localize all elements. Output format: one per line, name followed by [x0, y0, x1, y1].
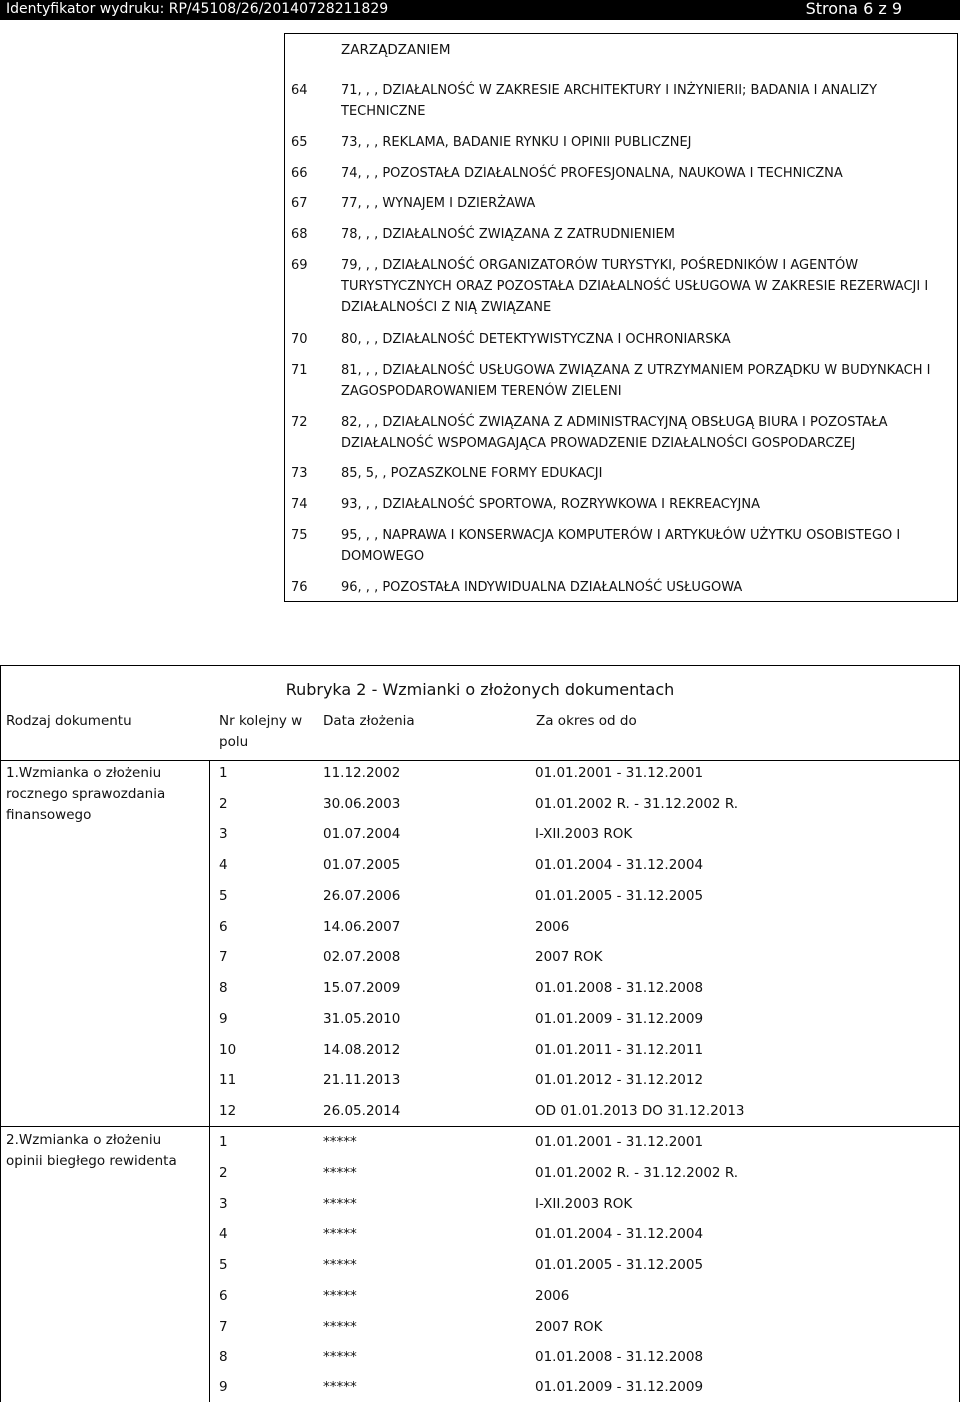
- table-row: [219, 1009, 919, 1030]
- cell-date: 14.06.2007: [323, 919, 401, 935]
- table-row: [219, 794, 919, 815]
- table-row: [219, 1347, 919, 1368]
- cell-nr: 4: [219, 857, 228, 873]
- pkd-activity-section: [284, 33, 958, 602]
- cell-nr: 4: [219, 1226, 228, 1242]
- page-number: Strona 6 z 9: [805, 0, 902, 18]
- cell-nr: 2: [219, 1165, 228, 1181]
- cell-nr: 8: [219, 980, 228, 996]
- group-divider: [1, 760, 959, 761]
- table-row: [219, 917, 919, 938]
- print-identifier: Identyfikator wydruku: RP/45108/26/20140728211829: [6, 1, 389, 17]
- cell-date: *****: [323, 1288, 357, 1304]
- cell-date: 26.07.2006: [323, 888, 401, 904]
- cell-date: 31.05.2010: [323, 1011, 401, 1027]
- table-row: [219, 1255, 919, 1276]
- cell-period: 01.01.2001 - 31.12.2001: [535, 1134, 704, 1150]
- header-date: Data złożenia: [323, 713, 415, 729]
- activity-text: 71, , , DZIAŁALNOŚĆ W ZAKRESIE ARCHITEKTURY I INŻYNIERII; BADANIA I ANALIZY TECHNICZNE: [341, 83, 878, 119]
- cell-nr: 5: [219, 888, 228, 904]
- cell-nr: 8: [219, 1349, 228, 1365]
- row-number: 64: [291, 83, 308, 98]
- cell-date: 21.11.2013: [323, 1072, 401, 1088]
- print-header: [0, 0, 960, 20]
- table-row: [219, 1286, 919, 1307]
- row-number: 74: [291, 497, 308, 512]
- table-row: [219, 1040, 919, 1061]
- activity-text: 82, , , DZIAŁALNOŚĆ ZWIĄZANA Z ADMINISTRACYJNĄ OBSŁUGĄ BIURA I POZOSTAŁA DZIAŁALNOŚĆ WSPOMAGAJĄCA PROWADZENIE DZIAŁALNOŚCI GOSPODARCZEJ: [341, 415, 888, 451]
- row-number: 70: [291, 332, 308, 347]
- table-row: [219, 978, 919, 999]
- cell-date: 11.12.2002: [323, 765, 401, 781]
- cell-date: 01.07.2005: [323, 857, 401, 873]
- cell-period: 01.01.2008 - 31.12.2008: [535, 980, 704, 996]
- row-number: 73: [291, 466, 308, 481]
- row-number: 68: [291, 227, 308, 242]
- table-row: [219, 947, 919, 968]
- cell-date: *****: [323, 1196, 357, 1212]
- cell-period: 2007 ROK: [535, 1319, 603, 1335]
- cell-date: 26.05.2014: [323, 1103, 401, 1119]
- header-doc-type: Rodzaj dokumentu: [6, 713, 132, 729]
- cell-date: 15.07.2009: [323, 980, 401, 996]
- activity-text: 95, , , NAPRAWA I KONSERWACJA KOMPUTERÓW I ARTYKUŁÓW UŻYTKU OSOBISTEGO I DOMOWEGO: [341, 528, 901, 564]
- table-row: [219, 855, 919, 876]
- table-row: [219, 1163, 919, 1184]
- row-number: 76: [291, 580, 308, 595]
- activity-text: 78, , , DZIAŁALNOŚĆ ZWIĄZANA Z ZATRUDNIENIEM: [341, 227, 675, 242]
- cell-period: 01.01.2001 - 31.12.2001: [535, 765, 704, 781]
- cell-period: 2007 ROK: [535, 949, 603, 965]
- activity-text: 77, , , WYNAJEM I DZIERŻAWA: [341, 196, 536, 211]
- activity-text: 80, , , DZIAŁALNOŚĆ DETEKTYWISTYCZNA I OCHRONIARSKA: [341, 332, 731, 347]
- row-number: 72: [291, 415, 308, 430]
- section-title: Rubryka 2 - Wzmianki o złożonych dokumentach: [285, 680, 675, 699]
- cell-date: *****: [323, 1226, 357, 1242]
- table-row: [219, 763, 919, 784]
- table-row: [219, 1224, 919, 1245]
- doc-type-label: 2.Wzmianka o złożeniu opinii biegłego rewidenta: [6, 1132, 177, 1169]
- cell-period: 01.01.2004 - 31.12.2004: [535, 1226, 704, 1242]
- cell-nr: 6: [219, 919, 228, 935]
- table-row: [219, 886, 919, 907]
- activity-text: 79, , , DZIAŁALNOŚĆ ORGANIZATORÓW TURYSTYKI, POŚREDNIKÓW I AGENTÓW TURYSTYCZNYCH ORAZ POZOSTAŁA DZIAŁALNOŚĆ USŁUGOWA W ZAKRESIE REZERWACJI I DZIAŁALNOŚCI Z NIĄ ZWIĄZANE: [341, 258, 929, 315]
- cell-period: 01.01.2002 R. - 31.12.2002 R.: [535, 796, 739, 812]
- cell-nr: 10: [219, 1042, 237, 1058]
- cell-period: 01.01.2009 - 31.12.2009: [535, 1379, 704, 1395]
- cell-period: 01.01.2012 - 31.12.2012: [535, 1072, 704, 1088]
- group-divider: [1, 1126, 959, 1127]
- cell-nr: 6: [219, 1288, 228, 1304]
- cell-nr: 1: [219, 765, 228, 781]
- row-number: 67: [291, 196, 308, 211]
- cell-nr: 12: [219, 1103, 237, 1119]
- cell-date: *****: [323, 1319, 357, 1335]
- activity-text: 73, , , REKLAMA, BADANIE RYNKU I OPINII PUBLICZNEJ: [341, 135, 692, 150]
- table-row: [219, 1377, 919, 1398]
- row-number: 69: [291, 258, 308, 273]
- cell-nr: 3: [219, 826, 228, 842]
- cell-nr: 7: [219, 949, 228, 965]
- header-nr: Nr kolejny w polu: [219, 713, 303, 750]
- cell-date: 02.07.2008: [323, 949, 401, 965]
- header-period: Za okres od do: [536, 713, 637, 729]
- row-number: 66: [291, 166, 308, 181]
- row-number: 75: [291, 528, 308, 543]
- activity-text: 96, , , POZOSTAŁA INDYWIDUALNA DZIAŁALNOŚĆ USŁUGOWA: [341, 580, 743, 595]
- cell-period: 01.01.2011 - 31.12.2011: [535, 1042, 704, 1058]
- cell-period: 01.01.2004 - 31.12.2004: [535, 857, 704, 873]
- cell-period: OD 01.01.2013 DO 31.12.2013: [535, 1103, 745, 1119]
- cell-period: 01.01.2009 - 31.12.2009: [535, 1011, 704, 1027]
- cell-date: *****: [323, 1134, 357, 1150]
- activity-text: 81, , , DZIAŁALNOŚĆ USŁUGOWA ZWIĄZANA Z UTRZYMANIEM PORZĄDKU W BUDYNKACH I ZAGOSPODAROWANIEM TERENÓW ZIELENI: [341, 363, 931, 399]
- activity-text: 74, , , POZOSTAŁA DZIAŁALNOŚĆ PROFESJONALNA, NAUKOWA I TECHNICZNA: [341, 166, 843, 181]
- documents-section: [0, 665, 960, 1402]
- table-row: [219, 1132, 919, 1153]
- row-number: 71: [291, 363, 308, 378]
- cell-nr: 11: [219, 1072, 237, 1088]
- cell-nr: 5: [219, 1257, 228, 1273]
- cell-date: *****: [323, 1165, 357, 1181]
- cell-date: 30.06.2003: [323, 796, 401, 812]
- cell-period: 01.01.2005 - 31.12.2005: [535, 888, 704, 904]
- cell-date: *****: [323, 1257, 357, 1273]
- cell-period: I-XII.2003 ROK: [535, 826, 633, 842]
- table-row: [219, 824, 919, 845]
- section-heading: ZARZĄDZANIEM: [341, 42, 451, 58]
- cell-nr: 1: [219, 1134, 228, 1150]
- table-row: [219, 1070, 919, 1091]
- cell-date: 14.08.2012: [323, 1042, 401, 1058]
- doc-type-label: 1.Wzmianka o złożeniu rocznego sprawozdania finansowego: [6, 765, 166, 823]
- cell-period: 2006: [535, 919, 570, 935]
- row-number: 65: [291, 135, 308, 150]
- cell-period: 2006: [535, 1288, 570, 1304]
- table-row: [219, 1317, 919, 1338]
- cell-date: *****: [323, 1379, 357, 1395]
- table-row: [219, 1101, 919, 1122]
- cell-nr: 3: [219, 1196, 228, 1212]
- cell-date: *****: [323, 1349, 357, 1365]
- column-divider: [209, 760, 210, 1402]
- cell-nr: 9: [219, 1011, 228, 1027]
- table-row: [219, 1194, 919, 1215]
- cell-period: 01.01.2002 R. - 31.12.2002 R.: [535, 1165, 739, 1181]
- cell-nr: 2: [219, 796, 228, 812]
- activity-text: 93, , , DZIAŁALNOŚĆ SPORTOWA, ROZRYWKOWA I REKREACYJNA: [341, 497, 760, 512]
- cell-period: I-XII.2003 ROK: [535, 1196, 633, 1212]
- cell-nr: 7: [219, 1319, 228, 1335]
- cell-nr: 9: [219, 1379, 228, 1395]
- cell-date: 01.07.2004: [323, 826, 401, 842]
- activity-text: 85, 5, , POZASZKOLNE FORMY EDUKACJI: [341, 466, 603, 481]
- cell-period: 01.01.2008 - 31.12.2008: [535, 1349, 704, 1365]
- cell-period: 01.01.2005 - 31.12.2005: [535, 1257, 704, 1273]
